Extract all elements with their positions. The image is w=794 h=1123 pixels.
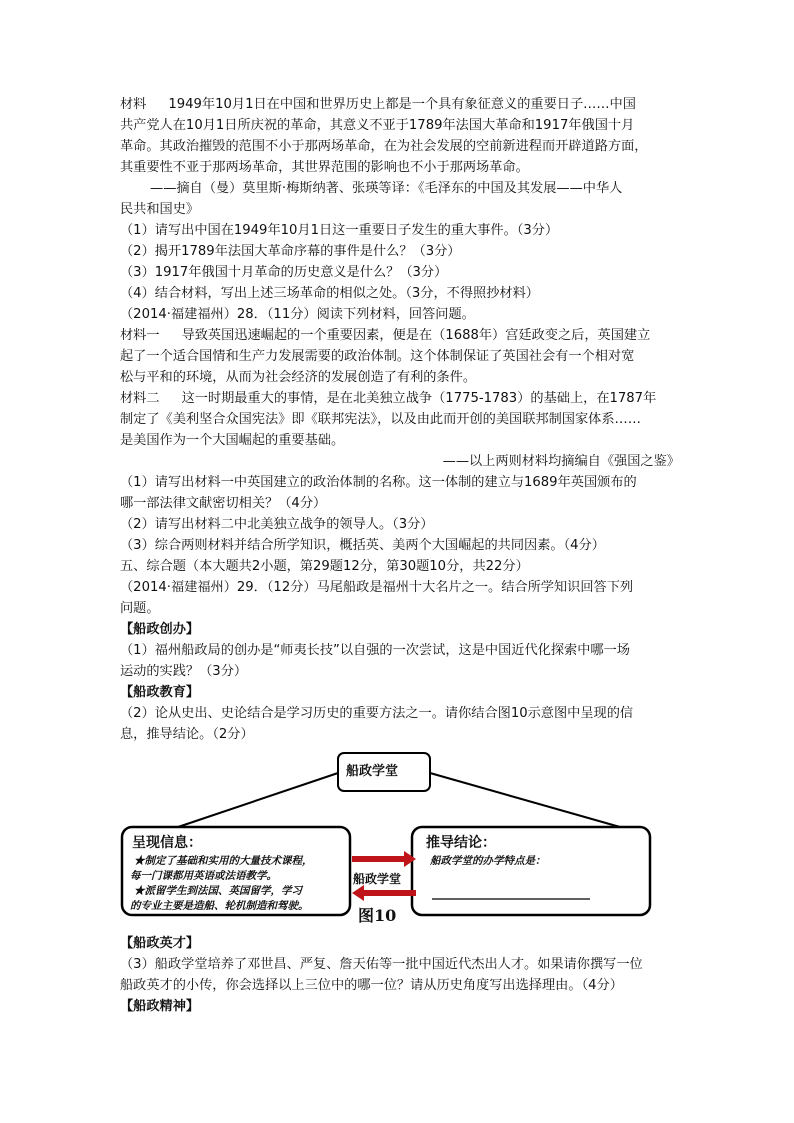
material-source: ——摘自（曼）莫里斯·梅斯纳著、张瑛等译：《毛泽东的中国及其发展——中华人 [150,181,623,196]
question-header: （2014·福建福州）28．（11分）阅读下列材料，回答问题。 [120,307,475,322]
connector-right [430,773,620,827]
material-line: 是美国作为一个大国崛起的重要基础。 [120,433,345,448]
left-box-title: 呈现信息： [132,835,202,851]
figure-label: 图10 [358,906,397,925]
question-item: （2）请写出材料二中北美独立战争的领导人。（3分） [120,517,434,532]
question-item: （3）综合两则材料并结合所学知识，概括英、美两个大国崛起的共同因素。（4分） [120,538,605,553]
material-line: 共产党人在10月1日所庆祝的革命，其意义不亚于1789年法国大革命和1917年俄国十月 [120,118,635,133]
document-page [120,94,680,1017]
material-intro-line [120,94,680,115]
question-header: 问题。 [120,601,160,616]
arrow-right [352,851,416,867]
material-line: 起了一个适合国情和生产力发展需要的政治体制。这个体制保证了英国社会有一个相对宽 [120,349,635,364]
question-item: 运动的实践？（3分） [120,664,248,679]
left-box-bullet: ★派留学生到法国、英国留学，学习 [134,885,302,897]
material-text: 1949年10月1日在中国和世界历史上都是一个具有象征意义的重要日子……中国 [168,97,636,112]
material-two-text: 这一时期最重大的事情，是在北美独立战争（1775-1783）的基础上，在1787年 [181,391,657,406]
material-two-label: 材料二 [120,391,160,406]
section-heading: 【船政精神】 [120,999,200,1014]
material-one-label: 材料一 [120,328,160,343]
question-item: （2）揭开1789年法国大革命序幕的事件是什么？（3分） [120,244,461,259]
question-header: （2014·福建福州）29．（12分）马尾船政是福州十大名片之一。结合所学知识回答下列 [120,580,634,595]
question-item: （3）船政学堂培养了邓世昌、严复、詹天佑等一批中国近代杰出人才。如果请你撰写一位 [120,957,643,972]
material-two-line [120,388,680,409]
material-line: 制定了《美利坚合众国宪法》即《联邦宪法》，以及由此而开创的美国联邦制国家体系…… [120,412,641,427]
section-heading: 【船政教育】 [120,685,200,700]
question-item: 息，推导结论。（2分） [120,727,254,742]
question-item: （3）1917年俄国十月革命的历史意义是什么？（3分） [120,265,448,280]
question-item: （2）论从史出、史论结合是学习历史的重要方法之一。请你结合图10示意图中呈现的信 [120,706,634,721]
material-label: 材料 [120,97,147,112]
left-box-bullet: 每一门课都用英语或法语教学。 [130,870,277,882]
connector-left [178,773,338,827]
question-item: （1）福州船政局的创办是“师夷长技”以自强的一次尝试，这是中国近代化探索中哪一场 [120,643,630,658]
left-box-bullet: ★制定了基础和实用的大量技术课程， [134,855,313,867]
question-item: （4）结合材料，写出上述三场革命的相似之处。（3分，不得照抄材料） [120,286,539,301]
material-line: 革命。其政治摧毁的范围不小于那两场革命，在为社会发展的空前新进程而开辟道路方面， [120,139,648,154]
right-box-title: 推导结论： [426,835,496,851]
question-item: 哪一部法律文献密切相关？（4分） [120,496,327,511]
figure-10-diagram [120,749,680,929]
left-box-bullet: 的专业主要是造船、轮机制造和驾驶。 [130,900,309,912]
material-source: ——以上两则材料均摘编自《强国之鉴》 [442,454,680,469]
material-one-line [120,325,680,346]
question-item: 船政英才的小传，你会选择以上三位中的哪一位？请从历史角度写出选择理由。（4分） [120,978,623,993]
section-heading: 【船政英才】 [120,936,200,951]
top-box-label: 船政学堂 [346,764,399,779]
arrow-label: 船政学堂 [353,872,402,886]
section-heading: 【船政创办】 [120,622,200,637]
question-item: （1）请写出中国在1949年10月1日这一重要日子发生的重大事件。（3分） [120,223,559,238]
material-line: 其重要性不亚于那两场革命，其世界范围的影响也不小于那两场革命。 [120,160,529,175]
section-header: 五、综合题（本大题共2小题，第29题12分，第30题10分，共22分） [120,559,529,574]
material-line: 松与平和的环境，从而为社会经济的发展创造了有利的条件。 [120,370,477,385]
material-source: 民共和国史》 [120,202,200,217]
question-item: （1）请写出材料一中英国建立的政治体制的名称。这一体制的建立与1689年英国颁布的 [120,475,637,490]
right-box-text: 船政学堂的办学特点是： [430,855,546,867]
material-one-text: 导致英国迅速崛起的一个重要因素，便是在（1688年）宫廷政变之后，英国建立 [181,328,651,343]
